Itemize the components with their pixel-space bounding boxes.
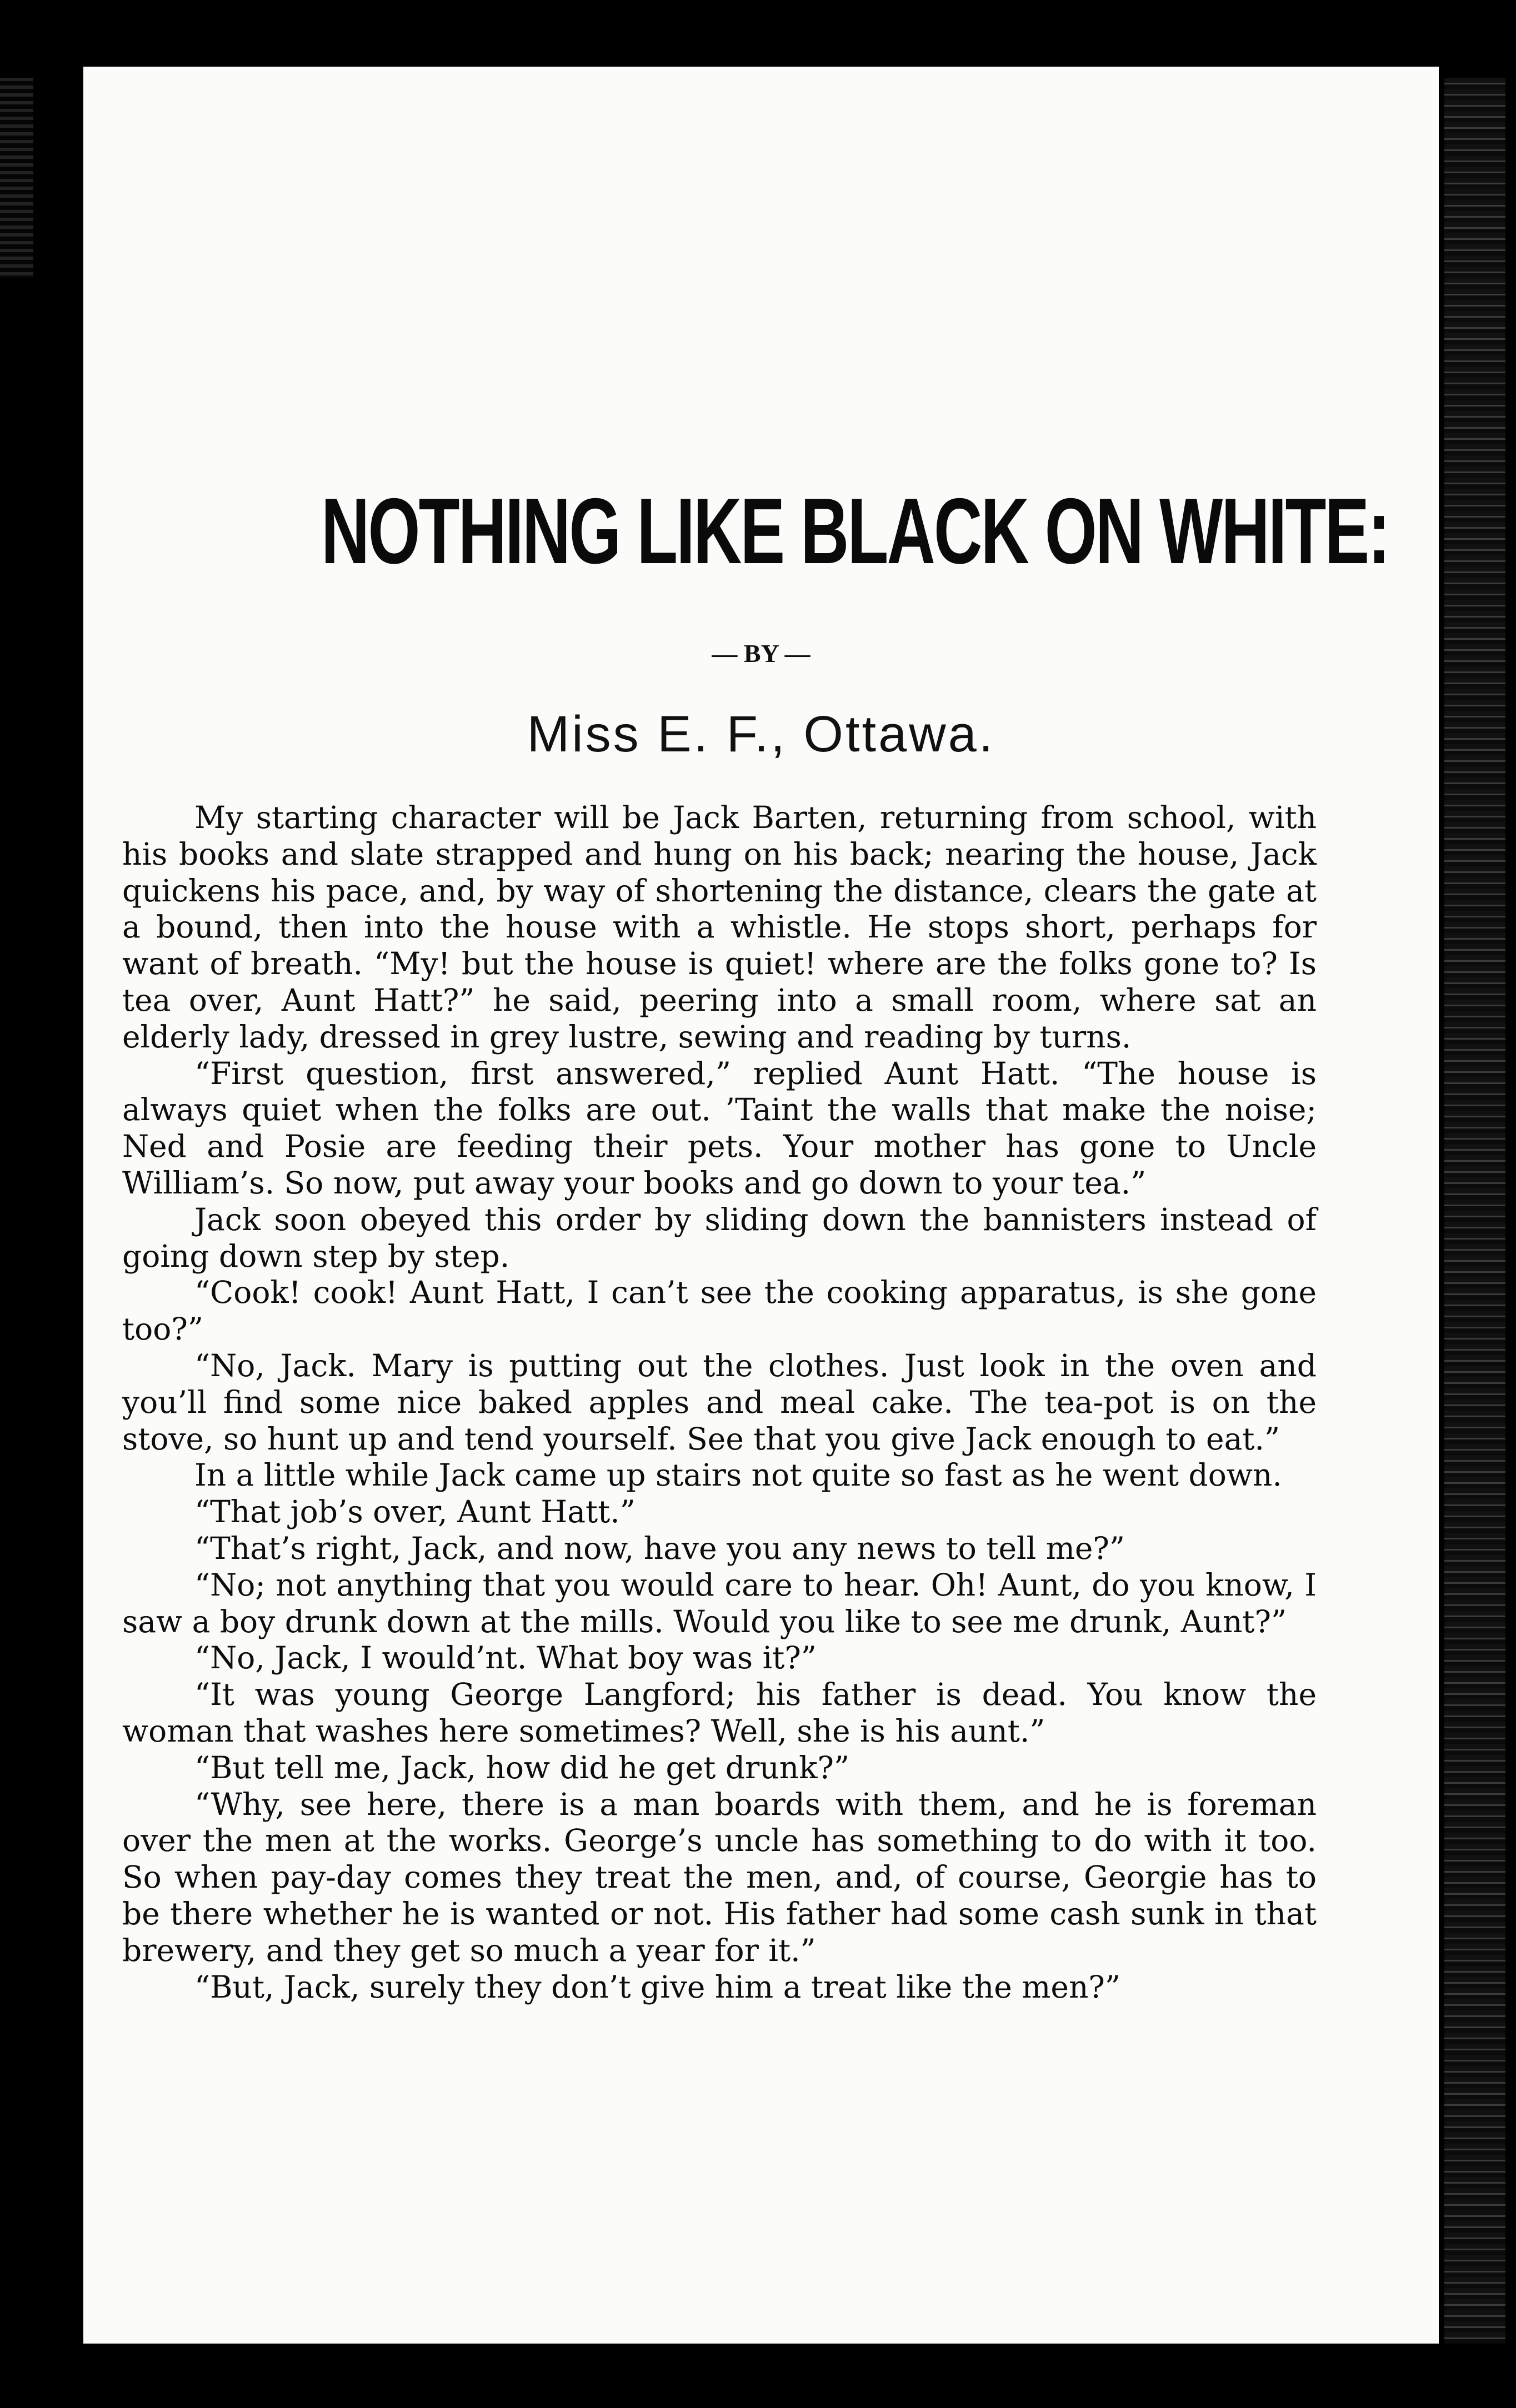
paragraph: My starting character will be Jack Barten, returning from school, with his books and slate strapped and hung on his back; nearing the house, Jack quickens his pace, and, by way of shortening the distance, clears the gate at a bound, then into the house with a whistle. He stops short, perhaps for want of breath. “My! but the house is quiet! where are the folks gone to? Is tea over, Aunt Hatt?” he said, peering into a small room, where sat an elderly lady, dressed in grey lustre, sewing and reading by turns.: [122, 800, 1317, 1055]
paragraph: “Cook! cook! Aunt Hatt, I can’t see the cooking apparatus, is she gone too?”: [122, 1275, 1317, 1347]
paragraph: “But tell me, Jack, how did he get drunk?”: [194, 1749, 850, 1785]
paragraph: “It was young George Langford; his father is dead. You know the woman that washes here sometimes? Well, she is his aunt.”: [122, 1677, 1317, 1749]
document-body: [122, 800, 1317, 2005]
paragraph: In a little while Jack came up stairs not quite so fast as he went down.: [194, 1457, 1282, 1493]
paragraph: “No, Jack, I would’nt. What boy was it?”: [194, 1640, 817, 1676]
paragraph: “First question, first answered,” replied Aunt Hatt. “The house is always quiet when the folks are out. ’Taint the walls that make the noise; Ned and Posie are feeding their pets. Your mother has gone to Uncle William’s. So now, put away your books and go down to your tea.”: [122, 1055, 1317, 1201]
paragraph: “That job’s over, Aunt Hatt.”: [194, 1494, 636, 1530]
paragraph: “That’s right, Jack, and now, have you any news to tell me?”: [194, 1530, 1125, 1566]
document-title: NOTHING LIKE BLACK ON WHITE:: [321, 479, 1389, 583]
paragraph: “Why, see here, there is a man boards with them, and he is foreman over the men at the works. George’s uncle has something to do with it too. So when pay-day comes they treat the men, and, of course, Georgie has to be there whether he is wanted or not. His father had some cash sunk in that brewery, and they get so much a year for it.”: [122, 1786, 1317, 1968]
scan-edge-left: [0, 78, 33, 278]
paragraph: “No, Jack. Mary is putting out the clothes. Just look in the oven and you’ll find some nice baked apples and meal cake. The tea-pot is on the stove, so hunt up and tend yourself. See that you give Jack enough to eat.”: [122, 1347, 1317, 1457]
scan-edge-right: [1444, 78, 1505, 2344]
author-line: Miss E. F., Ottawa.: [527, 706, 995, 762]
byline: — BY —: [712, 639, 810, 668]
paragraph: “But, Jack, surely they don’t give him a treat like the men?”: [194, 1969, 1120, 2005]
document-page: [83, 67, 1439, 2344]
paragraph: “No; not anything that you would care to hear. Oh! Aunt, do you know, I saw a boy drunk down at the mills. Would you like to see me drunk, Aunt?”: [122, 1567, 1317, 1639]
paragraph: Jack soon obeyed this order by sliding down the bannisters instead of going down step by step.: [122, 1201, 1317, 1274]
